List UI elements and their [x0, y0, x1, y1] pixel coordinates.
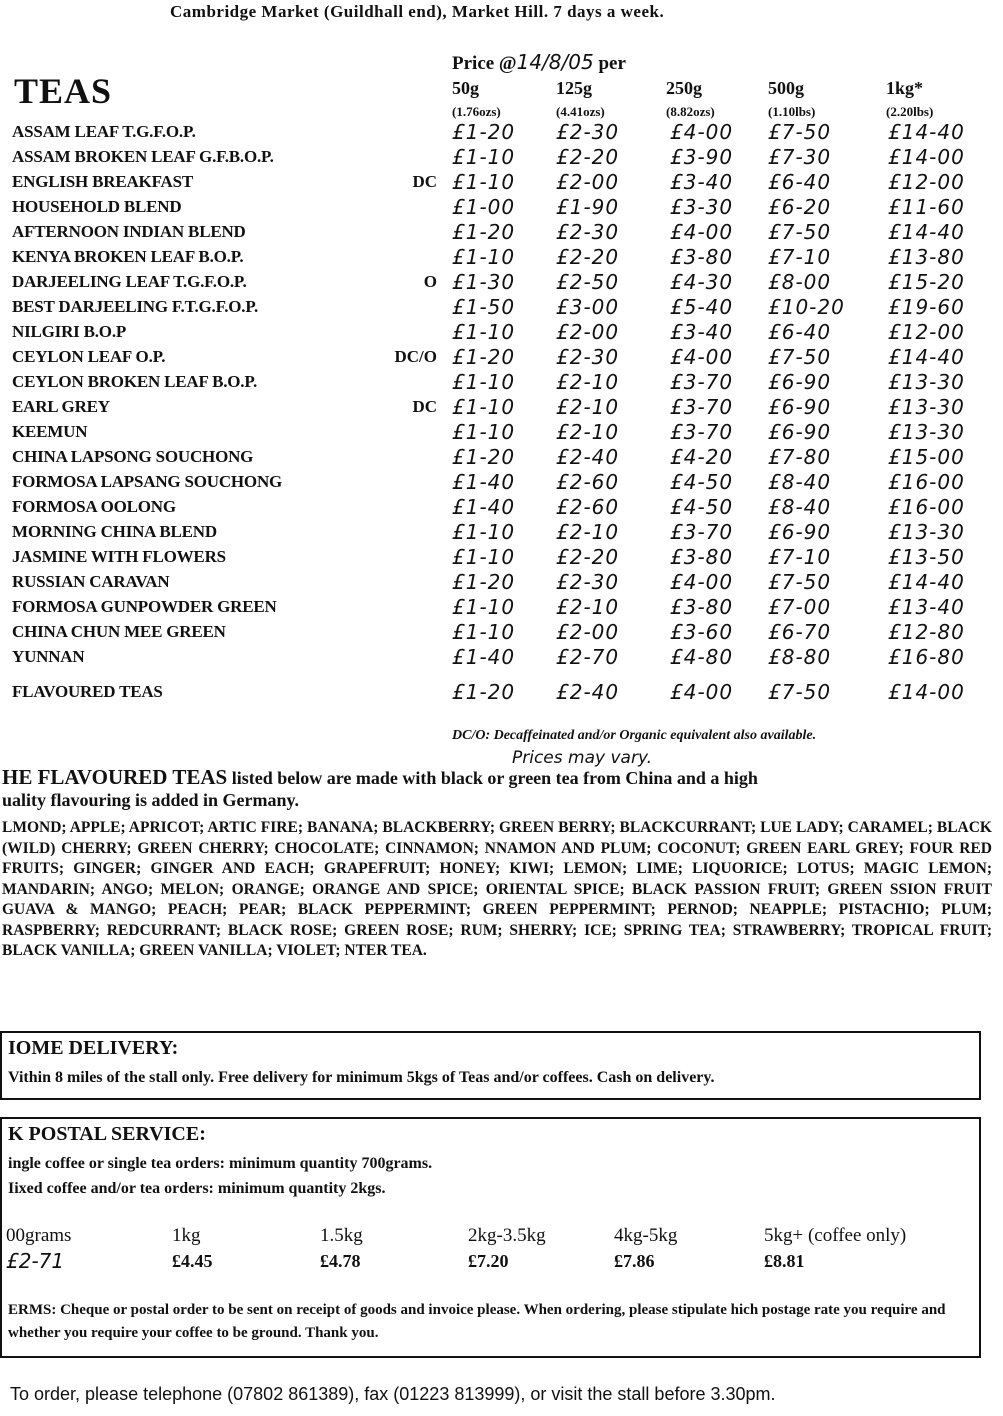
tea-row [0, 520, 1003, 545]
tea-row [0, 645, 1003, 670]
tea-price: £6-90 [768, 420, 832, 444]
tea-name: YUNNAN [12, 647, 85, 666]
column-header-1kg: 1kg* [886, 78, 924, 98]
tea-price: £2-10 [556, 395, 620, 419]
tea-price: £7-50 [768, 680, 832, 704]
tea-price: £16-00 [888, 470, 965, 494]
tea-name: EARL GREY [12, 397, 110, 416]
tea-price: £7-80 [768, 445, 832, 469]
tea-price: £7-50 [768, 120, 832, 144]
price-per: per [598, 53, 626, 74]
postal-mixed-orders: Iixed coffee and/or tea orders: minimum quantity 2kgs. [8, 1180, 386, 1197]
tea-price: £1-10 [452, 420, 516, 444]
tea-name: CHINA LAPSONG SOUCHONG [12, 447, 254, 466]
tea-name: AFTERNOON INDIAN BLEND [12, 222, 246, 241]
tea-price: £3-70 [670, 520, 734, 544]
tea-price: £1-40 [452, 645, 516, 669]
tea-price: £3-70 [670, 420, 734, 444]
home-delivery-box [0, 1031, 981, 1100]
rate-label-4kg-5kg: 4kg-5kg [614, 1225, 678, 1246]
tea-name: DARJEELING LEAF T.G.F.O.P. [12, 272, 247, 291]
flavoured-intro-line1: listed below are made with black or green tea from China and a high [227, 768, 758, 788]
tea-price: £2-40 [556, 680, 620, 704]
tea-price: £7-50 [768, 220, 832, 244]
tea-name: ASSAM BROKEN LEAF G.F.B.O.P. [12, 147, 274, 166]
rate-price-1-5kg: £4.78 [320, 1251, 361, 1271]
tea-name: FORMOSA OOLONG [12, 497, 176, 516]
tea-price: £4-00 [670, 220, 734, 244]
tea-price: £8-40 [768, 470, 832, 494]
tea-price: £1-10 [452, 145, 516, 169]
tea-price: £1-00 [452, 195, 516, 219]
tea-price: £11-60 [888, 195, 965, 219]
rate-label-700g: 00grams [6, 1225, 72, 1246]
postal-service-title: K POSTAL SERVICE: [8, 1123, 206, 1145]
tea-price: £3-80 [670, 545, 734, 569]
tea-availability-note: O [423, 272, 437, 291]
tea-price: £3-70 [670, 370, 734, 394]
tea-name: RUSSIAN CARAVAN [12, 572, 170, 591]
column-sub-500g: (1.10lbs) [768, 104, 816, 119]
tea-availability-note: DC [412, 397, 437, 416]
tea-name: JASMINE WITH FLOWERS [12, 547, 226, 566]
tea-price: £2-60 [556, 495, 620, 519]
tea-name: CEYLON LEAF O.P. [12, 347, 166, 366]
tea-row [0, 320, 1003, 345]
rate-label-1-5kg: 1.5kg [320, 1225, 363, 1246]
tea-row [0, 545, 1003, 570]
tea-price: £3-00 [556, 295, 620, 319]
tea-name: ENGLISH BREAKFAST [12, 172, 193, 191]
tea-price: £2-30 [556, 345, 620, 369]
tea-row [0, 620, 1003, 645]
tea-price: £13-40 [888, 595, 965, 619]
tea-price: £3-80 [670, 245, 734, 269]
tea-price: £6-40 [768, 320, 832, 344]
tea-price: £12-80 [888, 620, 965, 644]
column-sub-125g: (4.41ozs) [556, 104, 605, 119]
tea-availability-note: DC [412, 172, 437, 191]
tea-price: £1-20 [452, 680, 516, 704]
flavoured-teas-intro [2, 766, 992, 811]
tea-price: £1-20 [452, 345, 516, 369]
tea-price: £12-00 [888, 320, 965, 344]
tea-row [0, 295, 1003, 320]
tea-price: £6-70 [768, 620, 832, 644]
tea-price: £2-30 [556, 120, 620, 144]
column-header-250g: 250g [666, 78, 702, 98]
tea-price: £1-10 [452, 595, 516, 619]
column-sub-250g: (8.82ozs) [666, 104, 715, 119]
flavoured-intro-line2: uality flavouring is added in Germany. [2, 790, 300, 810]
tea-price: £4-30 [670, 270, 734, 294]
tea-price: £14-40 [888, 345, 965, 369]
tea-name: FORMOSA GUNPOWDER GREEN [12, 597, 277, 616]
rate-price-1kg: £4.45 [172, 1251, 213, 1271]
tea-price: £2-10 [556, 420, 620, 444]
tea-name: NILGIRI B.O.P [12, 322, 127, 341]
tea-price: £1-10 [452, 320, 516, 344]
home-delivery-text: Vithin 8 miles of the stall only. Free delivery for minimum 5kgs of Teas and/or coffees. Cash on delivery. [8, 1069, 715, 1086]
tea-price: £3-30 [670, 195, 734, 219]
rate-label-5kg-plus: 5kg+ (coffee only) [764, 1225, 907, 1246]
tea-price: £4-50 [670, 495, 734, 519]
tea-price: £6-20 [768, 195, 832, 219]
tea-row [0, 145, 1003, 170]
tea-price: £1-20 [452, 570, 516, 594]
tea-price: £13-80 [888, 245, 965, 269]
tea-price: £2-00 [556, 620, 620, 644]
terms-label: ERMS: [8, 1302, 57, 1318]
tea-price: £13-50 [888, 545, 965, 569]
tea-price: £7-00 [768, 595, 832, 619]
tea-price: £7-10 [768, 545, 832, 569]
tea-price: £16-00 [888, 495, 965, 519]
tea-price: £3-80 [670, 595, 734, 619]
tea-price: £3-40 [670, 320, 734, 344]
tea-price: £2-00 [556, 320, 620, 344]
tea-name: CHINA CHUN MEE GREEN [12, 622, 226, 641]
tea-row [0, 220, 1003, 245]
tea-price: £6-40 [768, 170, 832, 194]
order-contact-footer: To order, please telephone (07802 861389), fax (01223 813999), or visit the stall before 3.30pm. [10, 1384, 776, 1404]
tea-price: £8-40 [768, 495, 832, 519]
tea-price: £13-30 [888, 520, 965, 544]
tea-name: KEEMUN [12, 422, 88, 441]
tea-availability-note: DC/O [394, 347, 437, 366]
tea-row [0, 680, 1003, 705]
column-sub-1kg: (2.20lbs) [886, 104, 934, 119]
tea-price: £2-10 [556, 370, 620, 394]
home-delivery-title: IOME DELIVERY: [8, 1037, 179, 1059]
tea-row [0, 595, 1003, 620]
tea-price: £3-70 [670, 395, 734, 419]
tea-row [0, 170, 1003, 195]
tea-price: £1-20 [452, 220, 516, 244]
tea-row [0, 470, 1003, 495]
tea-price: £13-30 [888, 370, 965, 394]
tea-price: £2-40 [556, 445, 620, 469]
tea-price: £2-10 [556, 595, 620, 619]
decaf-organic-legend: DC/O: Decaffeinated and/or Organic equivalent also available. [452, 728, 817, 743]
tea-price: £4-80 [670, 645, 734, 669]
rate-label-1kg: 1kg [172, 1225, 201, 1246]
tea-price: £3-40 [670, 170, 734, 194]
tea-price: £6-90 [768, 395, 832, 419]
tea-price: £4-00 [670, 345, 734, 369]
tea-price: £1-20 [452, 445, 516, 469]
tea-price: £3-60 [670, 620, 734, 644]
rate-price-4kg-5kg: £7.86 [614, 1251, 655, 1271]
tea-name: KENYA BROKEN LEAF B.O.P. [12, 247, 244, 266]
postal-single-orders: ingle coffee or single tea orders: minimum quantity 700grams. [8, 1155, 433, 1172]
tea-price: £1-10 [452, 620, 516, 644]
tea-price: £7-30 [768, 145, 832, 169]
tea-price: £1-10 [452, 520, 516, 544]
tea-price: £6-90 [768, 370, 832, 394]
tea-price: £1-10 [452, 245, 516, 269]
tea-row [0, 270, 1003, 295]
price-label: Price @ [452, 53, 517, 74]
flavoured-teas-title: HE FLAVOURED TEAS [2, 765, 228, 789]
column-header-50g: 50g [452, 78, 479, 98]
tea-price: £2-20 [556, 245, 620, 269]
tea-price: £5-40 [670, 295, 734, 319]
postal-service-box [0, 1117, 981, 1358]
tea-price: £2-30 [556, 570, 620, 594]
tea-price: £2-70 [556, 645, 620, 669]
tea-price: £2-50 [556, 270, 620, 294]
tea-price: £4-00 [670, 570, 734, 594]
tea-price: £4-20 [670, 445, 734, 469]
tea-price: £13-30 [888, 395, 965, 419]
tea-price: £15-20 [888, 270, 965, 294]
tea-price: £12-00 [888, 170, 965, 194]
tea-price: £1-10 [452, 395, 516, 419]
flavour-list: LMOND; APPLE; APRICOT; ARTIC FIRE; BANANA; BLACKBERRY; GREEN BERRY; BLACKCURRANT; LUE LADY; CARAMEL; BLACK (WILD) CHERRY; GREEN CHERRY; CHOCOLATE; CINNAMON; NNAMON AND PLUM; COCONUT; GREEN EARL GREY; FOUR RED FRUITS; GINGER; GINGER AND EACH; GRAPEFRUIT; HONEY; KIWI; LEMON; LIME; LIQUORICE; LOTUS; MAGIC LEMON; MANDARIN; ANGO; MELON; ORANGE; ORANGE AND SPICE; ORIENTAL SPICE; BLACK PASSION FRUIT; GREEN SSION FRUIT GUAVA & MANGO; PEACH; PEAR; BLACK PEPPERMINT; GREEN PEPPERMINT; PERNOD; NEAPPLE; PISTACHIO; PLUM; RASPBERRY; REDCURRANT; BLACK ROSE; GREEN ROSE; RUM; SHERRY; ICE; SPRING TEA; STRAWBERRY; TROPICAL FRUIT; BLACK VANILLA; GREEN VANILLA; VIOLET; NTER TEA. [2, 819, 992, 959]
tea-name: MORNING CHINA BLEND [12, 522, 217, 541]
tea-row [0, 445, 1003, 470]
tea-price: £8-00 [768, 270, 832, 294]
tea-row [0, 570, 1003, 595]
rate-price-5kg-plus: £8.81 [764, 1251, 805, 1271]
tea-price: £2-00 [556, 170, 620, 194]
column-header-125g: 125g [556, 78, 592, 98]
column-sub-50g: (1.76ozs) [452, 104, 501, 119]
rate-price-2kg-3-5kg: £7.20 [468, 1251, 509, 1271]
tea-price: £3-90 [670, 145, 734, 169]
tea-price: £8-80 [768, 645, 832, 669]
tea-row [0, 395, 1003, 420]
tea-price: £14-40 [888, 220, 965, 244]
tea-price: £2-30 [556, 220, 620, 244]
tea-price: £1-40 [452, 495, 516, 519]
tea-row [0, 120, 1003, 145]
tea-price: £1-30 [452, 270, 516, 294]
tea-price: £13-30 [888, 420, 965, 444]
tea-price: £1-50 [452, 295, 516, 319]
tea-row [0, 370, 1003, 395]
tea-name: CEYLON BROKEN LEAF B.O.P. [12, 372, 258, 391]
market-location-line: Cambridge Market (Guildhall end), Market Hill. 7 days a week. [170, 2, 665, 21]
tea-price: £4-00 [670, 680, 734, 704]
tea-price: £1-40 [452, 470, 516, 494]
tea-price: £2-10 [556, 520, 620, 544]
terms-text [8, 1299, 968, 1345]
column-header-500g: 500g [768, 78, 804, 98]
tea-price: £1-90 [556, 195, 620, 219]
tea-name: BEST DARJEELING F.T.G.F.O.P. [12, 297, 259, 316]
tea-price: £19-60 [888, 295, 965, 319]
tea-name: ASSAM LEAF T.G.F.O.P. [12, 122, 196, 141]
tea-price: £1-10 [452, 370, 516, 394]
tea-row [0, 420, 1003, 445]
tea-price: £2-20 [556, 145, 620, 169]
tea-row [0, 495, 1003, 520]
tea-name: HOUSEHOLD BLEND [12, 197, 182, 216]
rate-label-2kg-3-5kg: 2kg-3.5kg [468, 1225, 546, 1246]
tea-price: £1-10 [452, 170, 516, 194]
tea-name: FORMOSA LAPSANG SOUCHONG [12, 472, 283, 491]
tea-price: £4-00 [670, 120, 734, 144]
tea-price: £16-80 [888, 645, 965, 669]
prices-may-vary-note: Prices may vary. [512, 748, 653, 768]
tea-price: £14-00 [888, 145, 965, 169]
tea-price: £1-10 [452, 545, 516, 569]
tea-price: £6-90 [768, 520, 832, 544]
tea-row [0, 195, 1003, 220]
tea-price: £15-00 [888, 445, 965, 469]
tea-price: £7-10 [768, 245, 832, 269]
terms-body: Cheque or postal order to be sent on receipt of goods and invoice please. When ordering, please stipulate hich postage rate you require and whether you require your coffee to be ground. Thank you. [8, 1302, 946, 1341]
tea-name: FLAVOURED TEAS [12, 682, 163, 701]
tea-price: £4-50 [670, 470, 734, 494]
tea-row [0, 245, 1003, 270]
tea-price: £14-40 [888, 570, 965, 594]
teas-title: TEAS [14, 71, 113, 111]
tea-price: £2-20 [556, 545, 620, 569]
rate-price-700g: £2-71 [6, 1249, 65, 1273]
price-heading [452, 50, 626, 75]
tea-price: £14-40 [888, 120, 965, 144]
tea-price: £10-20 [768, 295, 845, 319]
tea-price: £7-50 [768, 570, 832, 594]
tea-row [0, 345, 1003, 370]
tea-price: £2-60 [556, 470, 620, 494]
tea-price: £7-50 [768, 345, 832, 369]
tea-price: £14-00 [888, 680, 965, 704]
price-date: 14/8/05 [516, 50, 594, 74]
tea-price: £1-20 [452, 120, 516, 144]
